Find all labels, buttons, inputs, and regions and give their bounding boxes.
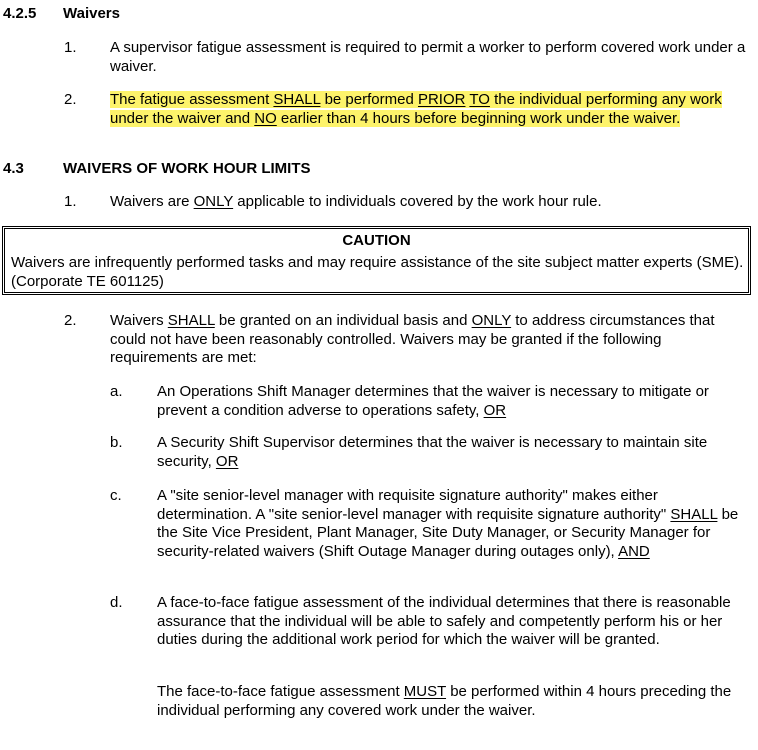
sublist-letter: d. xyxy=(110,594,123,611)
sublist-text: A face-to-face fatigue assessment of the individual determines that there is reasonable assurance that the individual will be able to safely and competently perform his or her duties during the additional work period for which the waiver will be granted. xyxy=(157,594,731,648)
text-run: The fatigue assessment xyxy=(110,91,274,108)
emphasis-no: NO xyxy=(254,109,277,127)
list-item-number: 1. xyxy=(64,193,77,210)
text-run: to address circumstances that could not have been reasonably controlled. Waivers may be granted if the following requirements are met: xyxy=(110,312,715,366)
sublist-letter: b. xyxy=(110,434,123,451)
emphasis-shall: SHALL xyxy=(167,312,215,329)
text-run: Waivers xyxy=(110,312,168,329)
text-run: be performed xyxy=(320,91,418,108)
section-number-4-3: 4.3 xyxy=(3,160,24,177)
text-run: A "site senior-level manager with requisite signature authority" makes either determination. A "site senior-level manager with requisite signature authority" xyxy=(157,487,671,523)
text-run: The face-to-face fatigue assessment xyxy=(157,683,404,700)
text-run: A Security Shift Supervisor determines that the waiver is necessary to maintain site security, xyxy=(157,434,708,470)
sublist-text xyxy=(157,434,754,471)
list-item-number: 2. xyxy=(64,91,77,108)
emphasis-and: AND xyxy=(618,542,650,560)
caution-text: Waivers are infrequently performed tasks and may require assistance of the site subject matter experts (SME). (Corporate TE 601125) xyxy=(11,254,744,290)
list-item-text xyxy=(110,193,750,212)
section-title-waivers: Waivers xyxy=(63,5,120,22)
text-run: Waivers are xyxy=(110,193,194,210)
emphasis-or: OR xyxy=(215,452,239,470)
emphasis-only: ONLY xyxy=(193,193,234,210)
text-run: An Operations Shift Manager determines that the waiver is necessary to mitigate or prevent a condition adverse to operations safety, xyxy=(157,383,709,419)
list-item-number: 1. xyxy=(64,39,77,56)
emphasis-shall: SHALL xyxy=(273,91,321,108)
section-number-4-2-5: 4.2.5 xyxy=(3,5,37,22)
emphasis-prior: PRIOR xyxy=(417,91,466,108)
emphasis-to: TO xyxy=(469,91,490,108)
list-item-text xyxy=(110,312,745,368)
text-run: the individual performing any work under the waiver and xyxy=(110,91,722,127)
emphasis-shall: SHALL xyxy=(670,505,718,523)
section-title-waivers-of-work-hour-limits: WAIVERS OF WORK HOUR LIMITS xyxy=(63,160,311,177)
sublist-text xyxy=(157,383,754,420)
list-item-text: A supervisor fatigue assessment is required to permit a worker to perform covered work under a waiver. xyxy=(110,39,746,75)
text-run: earlier than 4 hours before beginning work under the waiver. xyxy=(276,109,681,127)
text-run: be performed within 4 hours preceding the individual performing any covered work under the waiver. xyxy=(157,683,732,719)
sublist-note xyxy=(157,683,754,720)
emphasis-or: OR xyxy=(483,401,507,419)
emphasis-must: MUST xyxy=(403,683,447,700)
text-run: applicable to individuals covered by the work hour rule. xyxy=(233,193,602,210)
text-run: be granted on an individual basis and xyxy=(214,312,472,329)
caution-heading: CAUTION xyxy=(342,232,411,249)
text-run: be the Site Vice President, Plant Manager, Site Duty Manager, or Security Manager for security-related waivers (Shift Outage Manager during outages only), xyxy=(157,505,739,560)
sublist-letter: a. xyxy=(110,383,123,400)
list-item-number: 2. xyxy=(64,312,77,329)
caution-box xyxy=(2,226,751,295)
sublist-letter: c. xyxy=(110,487,122,504)
highlighted-requirement xyxy=(110,91,740,128)
sublist-text xyxy=(157,487,754,561)
emphasis-only: ONLY xyxy=(471,312,512,329)
